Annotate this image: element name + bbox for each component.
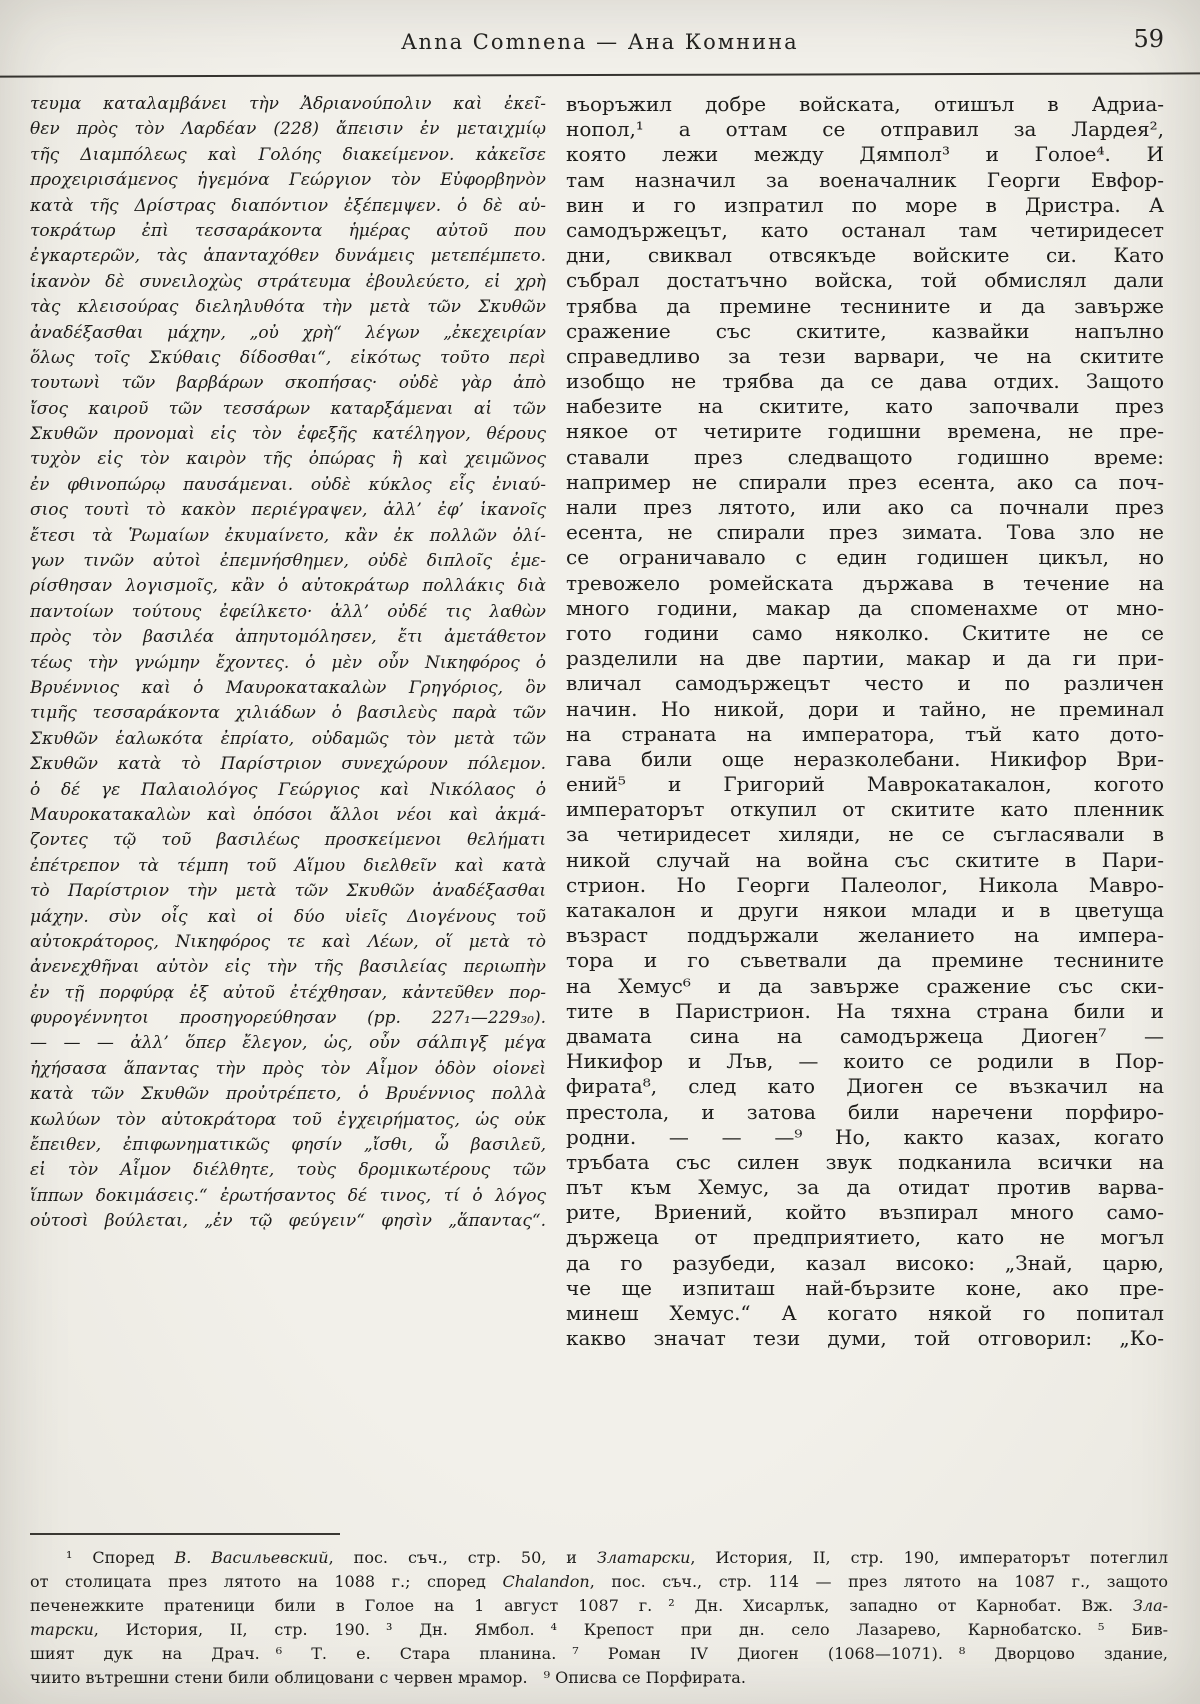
text-line: двамата сина на самодържеца Диоген⁷ — xyxy=(566,1023,1164,1048)
header-rule xyxy=(0,72,1200,77)
text-line: ἴσος καιροῦ τῶν τεσσάρων καταρξάμεναι αἱ τῶν xyxy=(30,398,546,419)
text-line: ἐν φθινοπώρῳ παυσάμεναι. οὐδὲ κύκλος εἷς ἐνιαύ- xyxy=(30,474,546,495)
text-line: ставали през следващото годишно време: xyxy=(566,444,1164,469)
text-line: προχειρισάμενος ἡγεμόνα Γεώργιον τὸν Εὐφορβηνὸν xyxy=(30,170,546,191)
footnote-separator xyxy=(30,1533,340,1535)
text-line: ἱκανὸν δὲ συνειλοχὼς στράτευμα ἐβουλεύετο, εἰ χρὴ xyxy=(30,271,546,292)
text-line: τὸ Παρίστριον τὴν μετὰ τῶν Σκυθῶν ἀναδέξασθαι xyxy=(30,881,546,902)
text-line: родни. — — —⁹ Но, както казах, когато xyxy=(566,1124,1164,1149)
text-line: която лежи между Дямпол³ и Голое⁴. И xyxy=(566,142,1164,167)
text-line: се ограничавало с един годишен цикъл, но xyxy=(566,545,1164,570)
text-line: ὁ δέ γε Παλαιολόγος Γεώργιος καὶ Νικόλαος ὁ xyxy=(30,779,546,800)
text-line: κατὰ τῶν Σκυθῶν προὐτρέπετο, ὁ Βρυέννιος πολλὰ xyxy=(30,1084,546,1105)
text-line: вин и го изпратил по море в Дристра. А xyxy=(566,192,1164,217)
footnotes-block xyxy=(30,1546,1168,1690)
text-line: ἔτεσι τὰ Ῥωμαίων ἐκυμαίνετο, κἂν ἐκ πολλῶν ὀλί- xyxy=(30,525,546,546)
text-line: — — — ἀλλ’ ὅπερ ἔλεγον, ὡς, οὖν σάλπιγξ μέγα xyxy=(30,1033,546,1054)
text-line: μάχην. σὺν οἷς καὶ οἱ δύο υἱεῖς Διογένους τοῦ xyxy=(30,906,546,927)
text-line: τευμα καταλαμβάνει τὴν Ἀδριανούπολιν καὶ ἐκεῖ- xyxy=(30,94,546,114)
text-line: например не спирали през есента, ако са поч- xyxy=(566,469,1164,494)
text-line: печенежките пратеници били в Голое на 1 август 1087 г. ² Дн. Хисарлък, западно от Карнобат. Вж. Зла- xyxy=(30,1596,1168,1615)
greek-source-column xyxy=(30,92,546,1235)
text-line: катакалон и други някои млади и в цветуща xyxy=(566,898,1164,922)
text-line: сражение със скитите, казвайки напълно xyxy=(566,318,1164,343)
text-line: есента, не спирали през зимата. Това зло не xyxy=(566,520,1164,545)
text-line: справедливо за тези варвари, че на скитите xyxy=(566,343,1164,368)
text-line: императорът откупил от скитите като пленник xyxy=(566,797,1164,822)
text-line: държеца от предприятието, като не могъл xyxy=(566,1225,1164,1250)
text-line: ¹ Според В. Васильевский, пос. съч., стр. 50, и Златарски, История, II, стр. 190, императорът потеглил xyxy=(66,1548,1168,1567)
text-line: самодържецът, като останал там четиридесет xyxy=(566,217,1164,242)
text-line: нали през лятото, или ако са почнали през xyxy=(566,495,1164,519)
text-line: вличал самодържецът често и по различен xyxy=(566,671,1164,696)
text-line: γων τινῶν αὐτοὶ ἐπεμνήσθημεν, οὐδὲ διπλοῖς ἐμε- xyxy=(30,551,546,572)
text-line: от столицата през лятото на 1088 г.; според Chalandon, пос. съч., стр. 114 — през лятото на 1087 г., защото xyxy=(30,1572,1168,1591)
text-line: ἐπέτρεπον τὰ τέμπη τοῦ Αἵμου διελθεῖν καὶ κατὰ xyxy=(30,855,546,876)
text-line: ρίσθησαν λογισμοῖς, κἂν ὁ αὐτοκράτωρ πολλάκις διὰ xyxy=(30,576,546,597)
text-line: тарски, История, II, стр. 190. ³ Дн. Ямбол. ⁴ Крепост при дн. село Лазарево, Карнобатско. ⁵ Бив- xyxy=(30,1620,1168,1639)
text-line: ἀνενεχθῆναι αὐτὸν εἰς τὴν τῆς βασιλείας περιωπὴν xyxy=(30,957,546,978)
text-line: трябва да премине теснините и да завърже xyxy=(566,293,1164,318)
text-line: какво значат тези думи, той отговорил: „Ко- xyxy=(566,1326,1164,1351)
running-title: Anna Comnena — Ана Комнина xyxy=(401,30,799,54)
text-line: тора и го съветвали да премине теснините xyxy=(566,948,1164,973)
text-line: εἰ τὸν Αἷμον διέλθητε, τοὺς δρομικωτέρους τῶν xyxy=(30,1160,546,1181)
text-line: Σκυθῶν ἑαλωκότα ἐπρίατο, οὐδαμῶς τὸν μετὰ τῶν xyxy=(30,728,546,749)
text-line: разделили на две партии, макар и да ги при- xyxy=(566,646,1164,671)
text-line: ὅλως τοῖς Σκύθαις δίδοσθαι“, εἰκότως τοῦτο περὶ xyxy=(30,347,546,368)
text-line: κωλύων τὸν αὐτοκράτορα τοῦ ἐγχειρήματος, ὡς οὐκ xyxy=(30,1109,546,1130)
text-line: Μαυροκατακαλὼν καὶ ὁπόσοι ἄλλοι νέοι καὶ ἀκμά- xyxy=(30,804,546,825)
text-line: фирата⁸, след като Диоген се възкачил на xyxy=(566,1074,1164,1099)
text-line: ἔπειθεν, ἐπιφωνηματικῶς φησίν „ἴσθι, ὦ βασιλεῦ, xyxy=(30,1135,546,1156)
text-line: αὐτοκράτορος, Νικηφόρος τε καὶ Λέων, οἵ μετὰ τὸ xyxy=(30,931,546,952)
text-line: ἠχήσασα ἅπαντας τὴν πρὸς τὸν Αἷμον ὁδὸν οἱονεὶ xyxy=(30,1058,546,1079)
text-line: ζοντες τῷ τοῦ βασιλέως προσκείμενοι θελήματι xyxy=(30,830,546,851)
page-number: 59 xyxy=(1133,25,1164,53)
text-line: въоръжил добре войската, отишъл в Адриа- xyxy=(566,92,1164,116)
text-line: нопол,¹ а оттам се отправил за Лардея², xyxy=(566,117,1164,142)
text-line: κατὰ τῆς Δρίστρας διαπόντιον ἐξέπεμψεν. ὁ δὲ αὐ- xyxy=(30,195,546,216)
text-line: τουτωνὶ τῶν βαρβάρων σκοπήσας· οὐδὲ γὰρ ἀπὸ xyxy=(30,373,546,394)
text-line: ἐγκαρτερῶν, τὰς ἁπανταχόθεν δυνάμεις μετεπέμπετο. xyxy=(30,246,546,267)
text-line: тръбата със силен звук подканила всички на xyxy=(566,1149,1164,1174)
text-line: чиито вътрешни стени били облицовани с червен мрамор. ⁹ Описва се Порфирата. xyxy=(30,1668,746,1687)
text-line: тревожело ромейската държава в течение на xyxy=(566,570,1164,595)
text-line: събрал достатъчно войска, той обмислял дали xyxy=(566,268,1164,293)
text-line: τοκράτωρ ἐπὶ τεσσαράκοντα ἡμέρας αὐτοῦ που xyxy=(30,220,546,241)
bulgarian-translation-column xyxy=(566,92,1164,1351)
text-line: πρὸς τὸν βασιλέα ἀπηυτομόλησεν, ἔτι ἀμετάθετον xyxy=(30,627,546,648)
text-line: път към Хемус, за да отидат против варва- xyxy=(566,1175,1164,1200)
text-line: изобщо не трябва да се дава отдих. Защото xyxy=(566,369,1164,394)
text-line: на Хемус⁶ и да завърже сражение със ски- xyxy=(566,973,1164,998)
text-line: гото години само няколко. Скитите не се xyxy=(566,620,1164,645)
text-line: τὰς κλεισούρας διεληλυθότα τὴν μετὰ τῶν Σκυθῶν xyxy=(30,297,546,318)
text-line: Никифор и Лъв, — които се родили в Пор- xyxy=(566,1049,1164,1074)
text-line: φυρογέννητοι προσηγορεύθησαν (pp. 227₁—229₃₀). xyxy=(30,1008,546,1029)
text-line: Βρυέννιος καὶ ὁ Μαυροκατακαλὼν Γρηγόριος, ὃν xyxy=(30,677,546,698)
text-line: минеш Хемус.“ А когато някой го попитал xyxy=(566,1301,1164,1325)
text-line: престола, и затова били наречени порфиро- xyxy=(566,1099,1164,1124)
text-line: Σκυθῶν προνομαὶ εἰς τὸν ἐφεξῆς κατέληγον, θέρους xyxy=(30,424,546,445)
text-line: на страната на императора, тъй като дото- xyxy=(566,721,1164,746)
text-line: ἵππων δοκιμάσεις.“ ἐρωτήσαντος δέ τινος, τί ὁ λόγος xyxy=(30,1185,546,1206)
text-line: τῆς Διαμπόλεως καὶ Γολόης διακείμενον. κἀκεῖσε xyxy=(30,144,546,165)
text-line: дни, свиквал отвсякъде войските си. Като xyxy=(566,243,1164,268)
text-line: за четиридесет хиляди, не се съгласявали в xyxy=(566,822,1164,847)
text-line: θεν πρὸς τὸν Λαρδέαν (228) ἄπεισιν ἐν μεταιχμίῳ xyxy=(30,119,546,140)
text-line: набезите на скитите, като започвали през xyxy=(566,394,1164,419)
text-line: ений⁵ и Григорий Маврокатакалон, когото xyxy=(566,772,1164,797)
text-line: ἀναδέξασθαι μάχην, „οὐ χρὴ“ λέγων „ἐκεχειρίαν xyxy=(30,322,546,343)
text-line: възраст поддържали желанието на импера- xyxy=(566,923,1164,948)
text-line: шият дук на Драч. ⁶ Т. е. Стара планина. ⁷ Роман IV Диоген (1068—1071). ⁸ Дворцово здание, xyxy=(30,1644,1168,1663)
text-line: σιος τουτὶ τὸ κακὸν περιέγραψεν, ἀλλ’ ἐφ’ ἱκανοῖς xyxy=(30,500,546,521)
text-line: τέως τὴν γνώμην ἔχοντες. ὁ μὲν οὖν Νικηφόρος ὁ xyxy=(30,652,546,673)
text-line: някое от четирите годишни времена, не пре- xyxy=(566,419,1164,444)
text-line: ἐν τῇ πορφύρᾳ ἐξ αὐτοῦ ἐτέχθησαν, κἀντεῦθεν πορ- xyxy=(30,982,546,1003)
text-line: там назначил за военачалник Георги Евфор- xyxy=(566,167,1164,192)
text-line: τυχὸν εἰς τὸν καιρὸν τῆς ὀπώρας ἢ καὶ χειμῶνος xyxy=(30,449,546,470)
text-line: много години, макар да споменахме от мно- xyxy=(566,595,1164,620)
text-line: οὑτοσὶ βούλεται, „ἐν τῷ φεύγειν“ φησὶν „ἅπαντας“. xyxy=(30,1211,546,1232)
text-line: начин. Но никой, дори и тайно, не преминал xyxy=(566,696,1164,721)
text-line: гава били още неразколебани. Никифор Ври- xyxy=(566,746,1164,771)
text-line: че ще изпиташ най-бързите коне, ако пре- xyxy=(566,1275,1164,1300)
text-line: никой случай на война със скитите в Пари- xyxy=(566,847,1164,872)
text-line: тите в Паристрион. На тяхна страна били и xyxy=(566,998,1164,1023)
text-line: Σκυθῶν κατὰ τὸ Παρίστριον συνεχώρουν πόλεμον. xyxy=(30,754,546,775)
text-line: рите, Вриений, който възпирал много само- xyxy=(566,1200,1164,1225)
text-line: τιμῆς τεσσαράκοντα χιλιάδων ὁ βασιλεὺς παρὰ τῶν xyxy=(30,703,546,724)
text-line: παντοίων τούτους ἐφείλκετο· ἀλλ’ οὐδέ τις λαθὼν xyxy=(30,601,546,622)
text-line: да го разубеди, казал високо: „Знай, царю, xyxy=(566,1250,1164,1275)
text-line: стрион. Но Георги Палеолог, Никола Мавро- xyxy=(566,872,1164,897)
